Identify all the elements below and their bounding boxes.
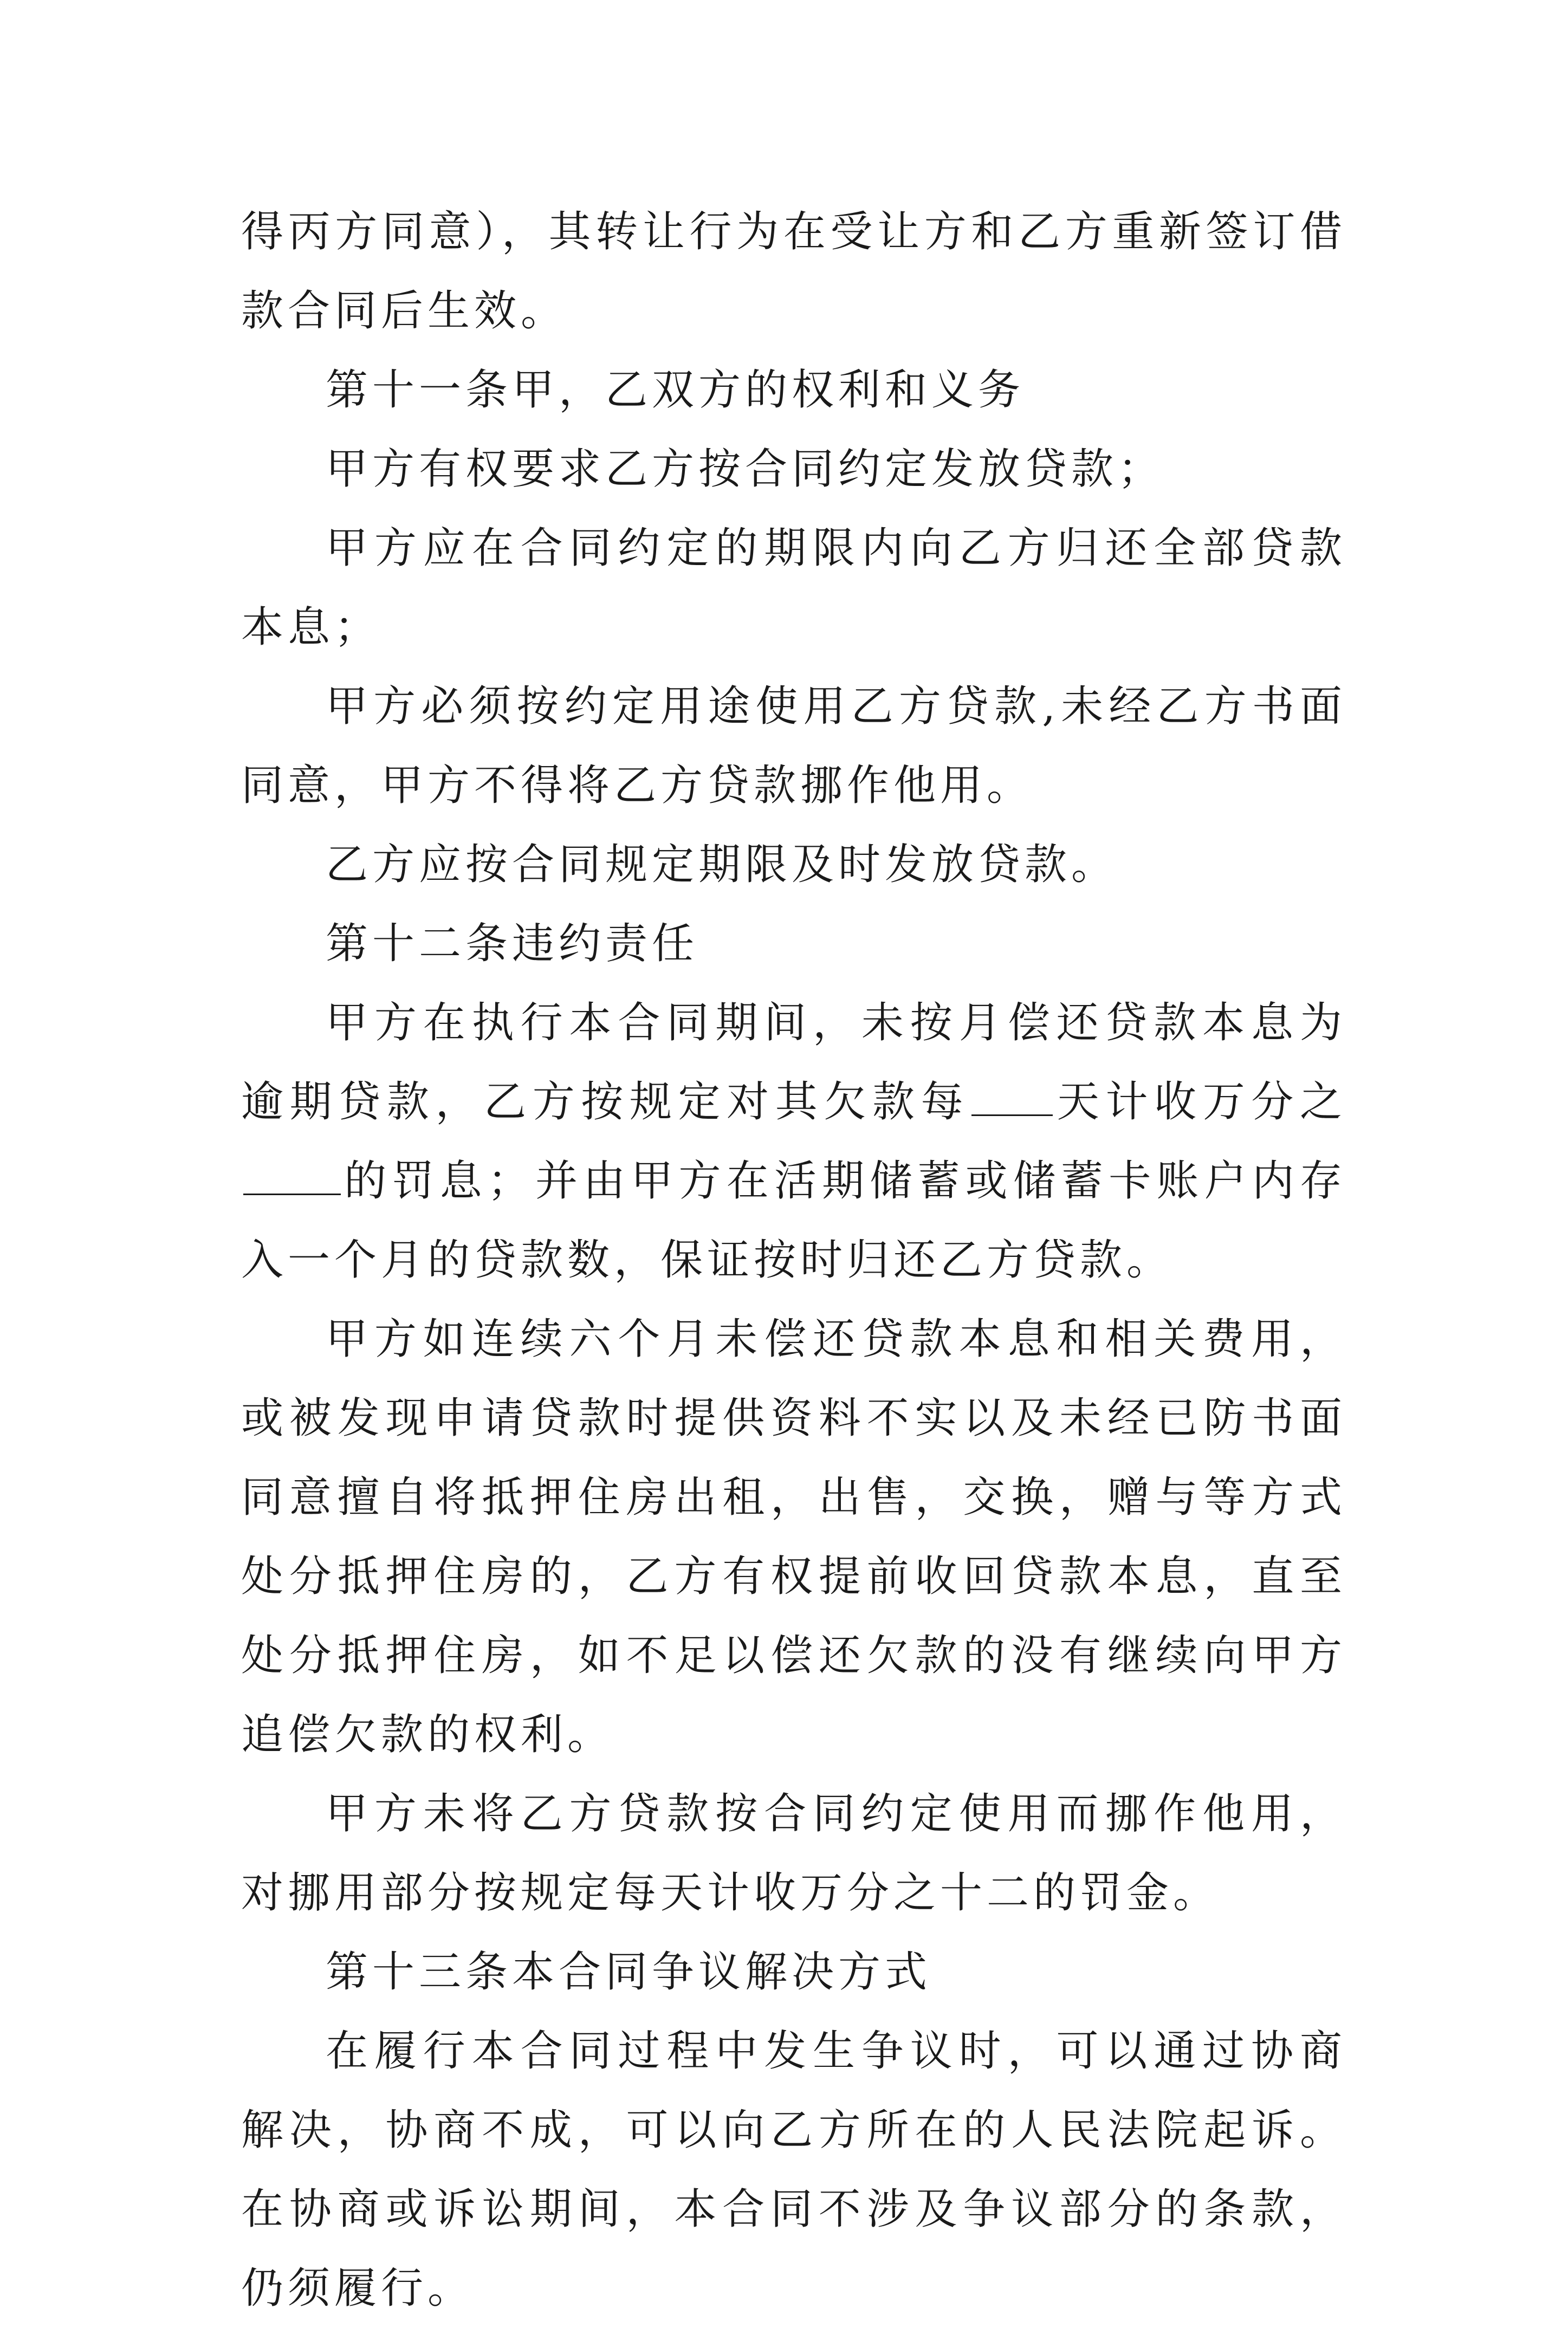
paragraph-transfer-effect: 得丙方同意），其转让行为在受让方和乙方重新签订借款合同后生效。 bbox=[241, 207, 1346, 335]
paragraph-loan-usage: 甲方必须按约定用途使用乙方贷款,未经乙方书面同意，甲方不得将乙方贷款挪作他用。 bbox=[241, 682, 1346, 810]
heading-article-11: 第十一条甲，乙双方的权利和义务 bbox=[326, 366, 1025, 414]
paragraph-repay-obligation: 甲方应在合同约定的期限内向乙方归还全部贷款本息； bbox=[241, 524, 1346, 652]
rate-blank-field[interactable] bbox=[243, 1156, 341, 1195]
heading-article-13: 第十三条本合同争议解决方式 bbox=[326, 1948, 932, 1996]
document-body bbox=[241, 192, 1346, 2328]
overdue-text-part-2: 天计收万分之 bbox=[1055, 1078, 1346, 1126]
overdue-text-part-1: 甲方在执行本合同期间，未按月偿还贷款本息为逾期贷款，乙方按规定对其欠款每 bbox=[241, 998, 1346, 1126]
heading-article-12: 第十二条违约责任 bbox=[326, 919, 699, 968]
paragraph-misuse-penalty: 甲方未将乙方贷款按合同约定使用而挪作他用，对挪用部分按规定每天计收万分之十二的罚金。 bbox=[241, 1789, 1346, 1917]
paragraph-default-six-months: 甲方如连续六个月未偿还贷款本息和相关费用，或被发现申请贷款时提供资料不实以及未经已防书面同意擅自将抵押住房出租，出售，交换，赠与等方式处分抵押住房的，乙方有权提前收回贷款本息，直至处分抵押住房，如不足以偿还欠款的没有继续向甲方追偿欠款的权利。 bbox=[241, 1315, 1346, 1759]
paragraph-dispute-resolution: 在履行本合同过程中发生争议时，可以通过协商解决，协商不成，可以向乙方所在的人民法院起诉。在协商或诉讼期间，本合同不涉及争议部分的条款，仍须履行。 bbox=[241, 2027, 1346, 2313]
days-blank-field[interactable] bbox=[971, 1077, 1053, 1116]
overdue-text-part-3: 的罚息；并由甲方在活期储蓄或储蓄卡账户内存入一个月的贷款数，保证按时归还乙方贷款。 bbox=[241, 1157, 1346, 1285]
paragraph-overdue-penalty bbox=[241, 983, 1346, 1300]
paragraph-right-request-loan: 甲方有权要求乙方按合同约定发放贷款； bbox=[326, 445, 1165, 494]
paragraph-lender-obligation: 乙方应按合同规定期限及时发放贷款。 bbox=[326, 840, 1118, 889]
